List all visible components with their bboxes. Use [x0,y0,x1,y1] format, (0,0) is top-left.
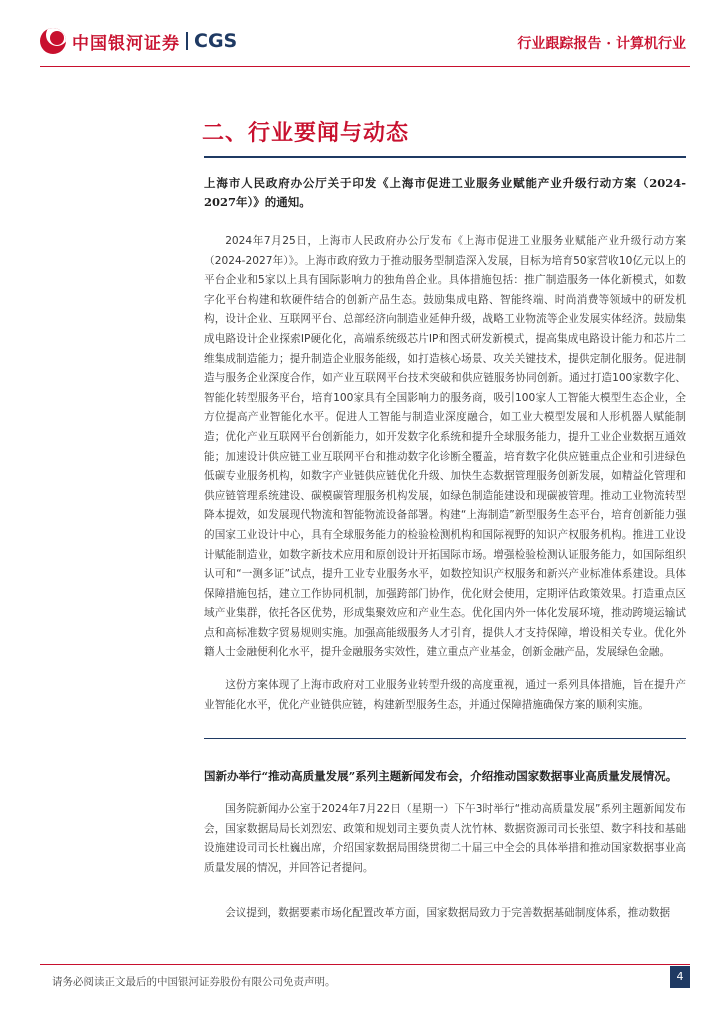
logo-separator [186,32,188,50]
section-divider [204,156,686,158]
news2-headline: 国新办举行“推动高质量发展”系列主题新闻发布会，介绍推动国家数据事业高质量发展情况。 [204,769,678,783]
logo-english-name: CGS [194,30,238,52]
disclaimer-link[interactable]: 请务必阅读正文最后的中国银河证券股份有限公司免责声明。 [52,976,336,988]
logo-chinese-name: 中国银河证券 [72,33,180,54]
page-number: 4 [670,966,690,988]
report-type-label: 行业跟踪报告 · 计算机行业 [517,36,686,52]
page-header [0,0,724,78]
cgs-logo-icon [40,28,66,54]
news2-body: 国务院新闻办公室于2024年7月22日（星期一）下午3时举行“推动高质量发展”系列主题新闻发布会，国家数据局局长刘烈宏、政策和规划司主要负责人沈竹林、数据资源司司长张望、数字科技和基础设施建设司司长杜巍出席，介绍国家数据局围绕贯彻二十届三中全会的具体举措和推动国家数据事业高质量发展的情况，并回答记者提问。 [204,803,686,874]
news1-headline: 上海市人民政府办公厅关于印发《上海市促进工业服务业赋能产业升级行动方案（2024-2027年）》的通知。 [204,176,686,209]
news2-tail: 会议提到，数据要素市场化配置改革方面，国家数据局致力于完善数据基础制度体系，推动数据 [225,907,671,919]
footer-divider [40,964,690,965]
header-divider [40,66,690,67]
news1-body: 2024年7月25日，上海市人民政府办公厅发布《上海市促进工业服务业赋能产业升级行动方案（2024-2027年）》。上海市政府致力于推动服务型制造深入发展，目标为培育50家营收10亿元以上的平台企业和5家以上具有国际影响力的独角兽企业。具体措施包括：推广制造服务一体化新模式，如数字化平台构建和软硬件结合的创新产品生态。鼓励集成电路、智能终端、时尚消费等领域中的研发机构，设计企业、互联网平台、总部经济向制造业延伸升级，战略工业物流等企业发展实体经济。鼓励集成电路设计企业探索IP硬化化，高端系统级芯片IP和图式研发新模式，提高集成电路设计能力和芯片二维集成制造能力；提升制造企业服务能级，如打造核心场景、攻关关键技术，提供定制化服务。促进制造与服务企业深度合作，如产业互联网平台技术突破和供应链服务协同创新。通过打造100家数字化、智能化转型服务平台，培育100家具有全国影响力的服务商，吸引100家人工智能大模型生态企业，全方位提高产业智能化水平。促进人工智能与制造业深度融合，如工业大模型发展和人形机器人赋能制造；优化产业互联网平台创新能力，如开发数字化系统和提升全球服务能力，提升工业企业数据互通效能；加速设计供应链工业互联网平台和推动数字化诊断全覆盖，培育数字化供应链重点企业和引进绿色低碳专业服务机构，如数字产业链供应链优化升级、加快生态数据管理服务创新发展，如精益化管理和供应链管理系统建设、碳模碳管理服务机构发展，如绿色制造能建设和现碳被管理。推动工业物流转型降本提效，如发展现代物流和智能物流设备部署。构建“上海制造”新型服务生态平台，培育创新能力强的国家工业设计中心，具有全球服务能力的检验检测机构和国际视野的知识产权服务机构。推进工业设计赋能制造业，如数字新技术应用和原创设计开拓国际市场。增强检验检测认证服务能力，如国际组织认可和“一测多证”试点，提升工业专业服务水平，如数控知识产权服务和新兴产业标准体系建设。具体保障措施包括，建立工作协同机制，加强跨部门协作，优化财会使用，定期评估政策效果。打造重点区域产业集群，依托各区优势，形成集聚效应和产业生态。优化国内外一体化发展环境，推动跨境运输试点和高标准数字贸易规则实施。加强高能级服务人才引育，提供人才支持保障，增设相关专业。优化外籍人士金融便利化水平，提升金融服务实效性，建立重点产业基金，创新金融产品，发展绿色金融。 [204,235,686,659]
news1-summary: 这份方案体现了上海市政府对工业服务业转型升级的高度重视，通过一系列具体措施，旨在提升产业智能化水平，优化产业链供应链，构建新型服务生态，并通过保障措施确保方案的顺利实施。 [204,679,686,711]
section-title: 二、行业要闻与动态 [202,120,410,146]
company-logo [40,28,237,54]
news-separator [204,738,686,739]
